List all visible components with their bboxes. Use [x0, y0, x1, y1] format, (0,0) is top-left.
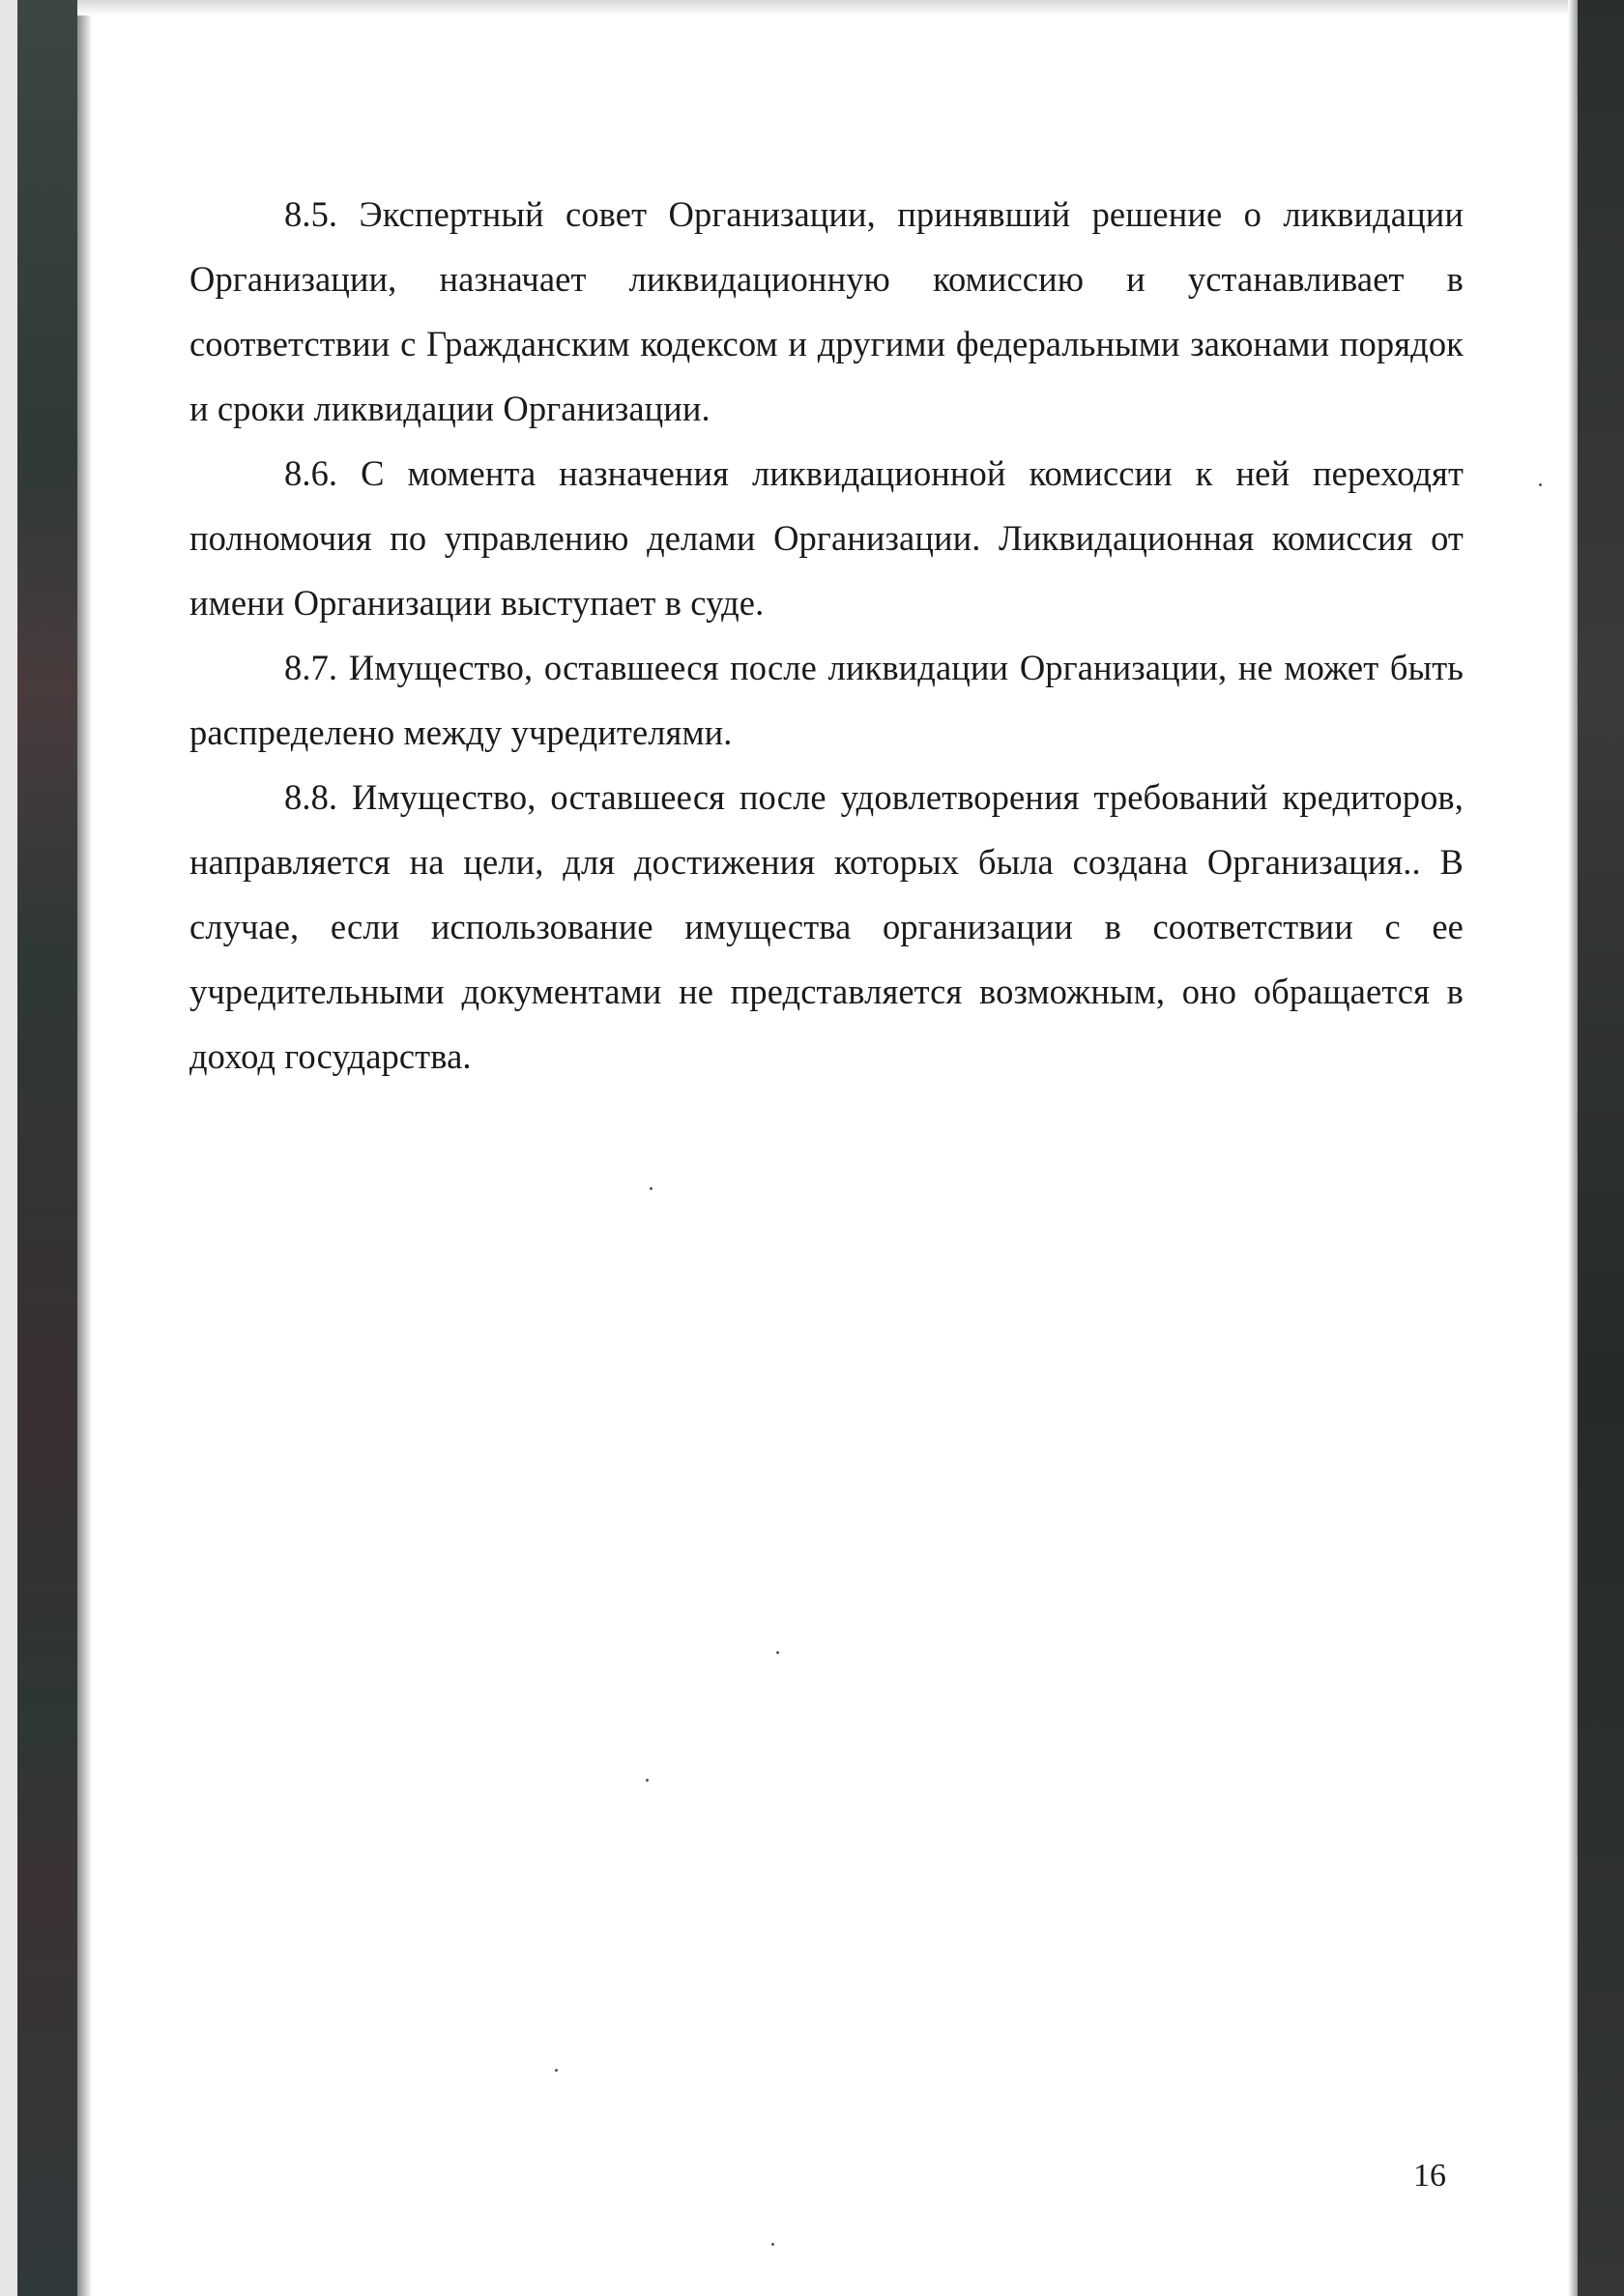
- scan-speck: [771, 2243, 774, 2246]
- paragraph-8-8: 8.8. Имущество, оставшееся после удовлетворения требований кредиторов, направляется на цели, для достижения которых была создана Организация.. В случае, если использование имущества организации в соответствии с ее учредительными документами не представляется возможным, оно обращается в доход государства.: [189, 777, 1464, 1076]
- scanner-edge-right-fade: [1568, 0, 1578, 2296]
- document-body: [189, 182, 1464, 1089]
- paragraph-8-7: 8.7. Имущество, оставшееся после ликвидации Организации, не может быть распределено между учредителями.: [189, 648, 1464, 752]
- scan-speck: [555, 2069, 558, 2072]
- scan-margin-top: [77, 0, 1578, 15]
- scan-margin-left: [0, 0, 17, 2296]
- scanner-edge-left: [17, 0, 77, 2296]
- paragraph-8-6: 8.6. С момента назначения ликвидационной комиссии к ней переходят полномочия по управлению делами Организации. Ликвидационная комиссия от имени Организации выступает в суде.: [189, 453, 1464, 623]
- scan-speck: [1539, 483, 1542, 486]
- scanner-edge-right: [1578, 0, 1624, 2296]
- page-number: 16: [1413, 2158, 1446, 2194]
- scan-speck: [650, 1187, 652, 1190]
- scan-speck: [776, 1651, 779, 1654]
- scan-speck: [646, 1779, 649, 1782]
- paragraph-8-5: 8.5. Экспертный совет Организации, принявший решение о ликвидации Организации, назначает ликвидационную комиссию и устанавливает в соответствии с Гражданским кодексом и другими федеральными законами порядок и сроки ликвидации Организации.: [189, 194, 1464, 428]
- scanner-edge-left-fade: [77, 0, 91, 2296]
